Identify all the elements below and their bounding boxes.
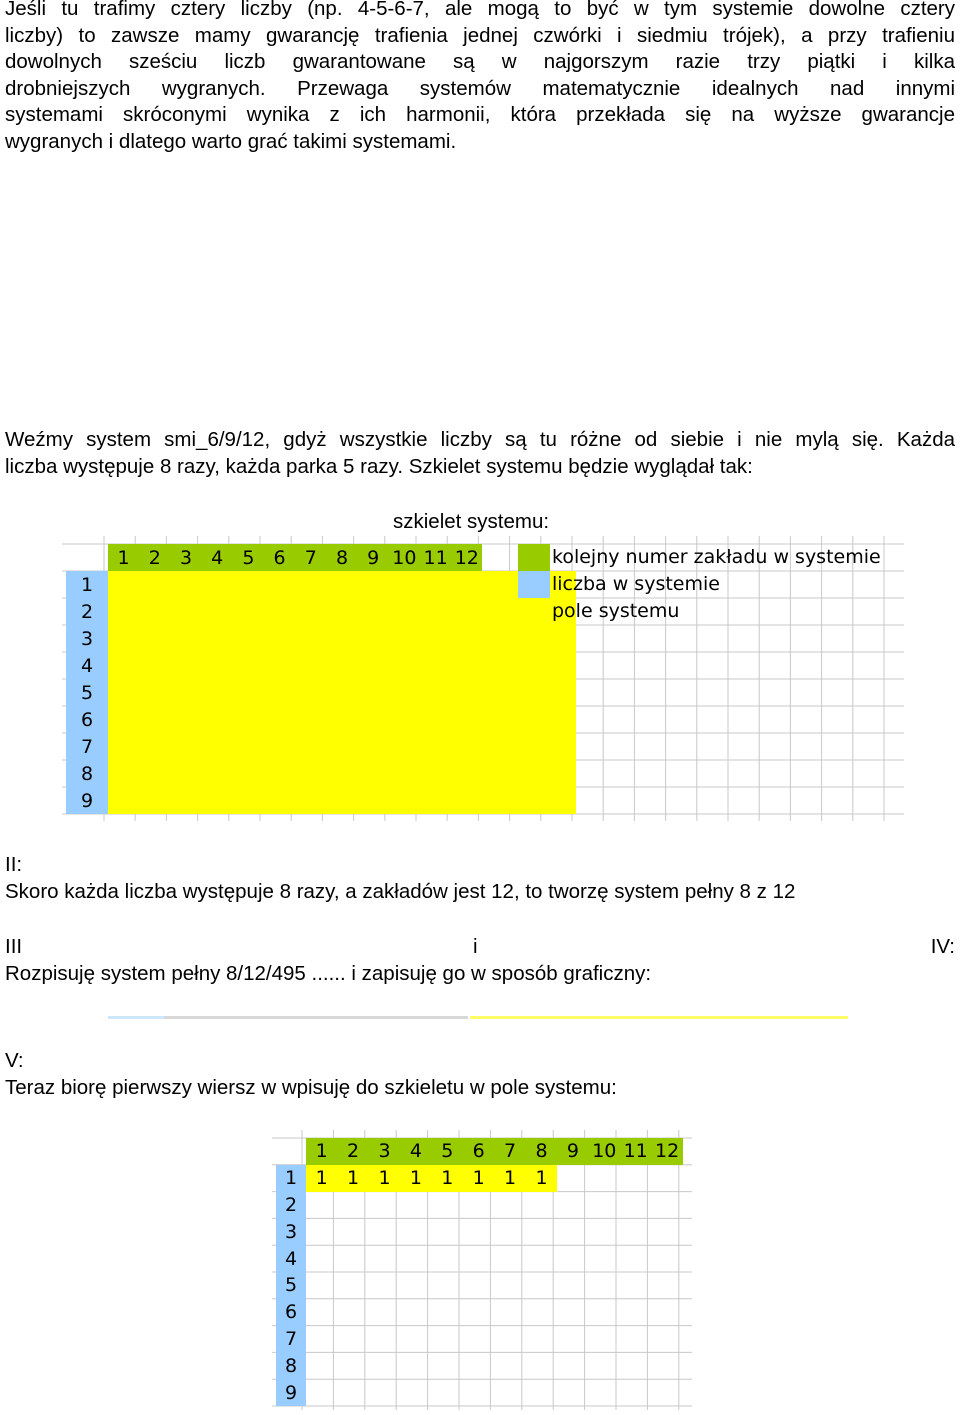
field-value: 1 bbox=[337, 1165, 368, 1192]
step4-label: IV: bbox=[930, 935, 955, 958]
column-header: 5 bbox=[233, 544, 264, 571]
column-header: 2 bbox=[139, 544, 170, 571]
field-value: 1 bbox=[526, 1165, 557, 1192]
column-header: 10 bbox=[389, 544, 420, 571]
column-header: 7 bbox=[295, 544, 326, 571]
legend-swatch-yellow bbox=[518, 598, 550, 625]
field-value: 1 bbox=[494, 1165, 525, 1192]
system-intro-line: Weźmy system smi_6/9/12, gdyż wszystkie liczby są tu różne od siebie i nie mylą się. Każda bbox=[5, 428, 955, 451]
skeleton-caption: szkielet systemu: bbox=[393, 510, 550, 533]
graphic-strip-gray bbox=[164, 1016, 468, 1019]
column-header: 2 bbox=[337, 1138, 368, 1165]
column-header: 8 bbox=[326, 544, 357, 571]
skeleton-grid bbox=[62, 536, 904, 821]
column-header: 1 bbox=[306, 1138, 337, 1165]
legend-label: kolejny numer zakładu w systemie bbox=[552, 546, 881, 568]
step3-label: III bbox=[5, 935, 23, 958]
column-header: 7 bbox=[494, 1138, 525, 1165]
row-header: 1 bbox=[66, 571, 108, 598]
field-value: 1 bbox=[306, 1165, 337, 1192]
column-header: 3 bbox=[170, 544, 201, 571]
row-header: 5 bbox=[66, 679, 108, 706]
field-value: 1 bbox=[400, 1165, 431, 1192]
column-header: 4 bbox=[400, 1138, 431, 1165]
row-header: 9 bbox=[66, 787, 108, 814]
column-header: 12 bbox=[651, 1138, 682, 1165]
row-header: 9 bbox=[276, 1379, 306, 1406]
row-header: 2 bbox=[276, 1192, 306, 1219]
row-header: 8 bbox=[276, 1352, 306, 1379]
column-header: 6 bbox=[264, 544, 295, 571]
row-header: 6 bbox=[276, 1299, 306, 1326]
intro-line: systemami skróconymi wynika z ich harmonii, która przekłada się na wyższe gwarancje bbox=[5, 103, 955, 126]
step34-conjunction: i bbox=[473, 935, 478, 958]
row-header: 2 bbox=[66, 598, 108, 625]
column-header: 4 bbox=[202, 544, 233, 571]
column-header: 6 bbox=[463, 1138, 494, 1165]
column-header: 12 bbox=[451, 544, 482, 571]
intro-line: dowolnych sześciu liczb gwarantowane są w najgorszym razie trzy piątki i kilka bbox=[5, 50, 955, 73]
intro-line: wygranych i dlatego warto grać takimi systemami. bbox=[5, 129, 457, 153]
field-value: 1 bbox=[463, 1165, 494, 1192]
row-header: 3 bbox=[276, 1218, 306, 1245]
column-header: 3 bbox=[369, 1138, 400, 1165]
legend-swatch-green bbox=[518, 544, 550, 571]
graphic-strip-blue bbox=[108, 1016, 164, 1019]
column-header: 8 bbox=[526, 1138, 557, 1165]
row-header: 1 bbox=[276, 1165, 306, 1192]
field-value: 1 bbox=[369, 1165, 400, 1192]
intro-paragraph bbox=[5, 0, 955, 155]
legend-swatch-blue bbox=[518, 571, 550, 598]
legend-label: pole systemu bbox=[552, 600, 680, 622]
column-header: 5 bbox=[432, 1138, 463, 1165]
step2-label: II: bbox=[5, 853, 23, 876]
system-intro-paragraph bbox=[5, 427, 955, 480]
step34-text: Rozpisuję system pełny 8/12/495 ...... i zapisuję go w sposób graficzny: bbox=[5, 962, 652, 985]
row-header: 6 bbox=[66, 706, 108, 733]
column-header: 9 bbox=[358, 544, 389, 571]
step5-label: V: bbox=[5, 1049, 24, 1072]
graphic-strip-yellow bbox=[470, 1016, 848, 1019]
row-header: 3 bbox=[66, 625, 108, 652]
row-header: 4 bbox=[66, 652, 108, 679]
column-header: 1 bbox=[108, 544, 139, 571]
row-header: 8 bbox=[66, 760, 108, 787]
system-intro-line: liczba występuje 8 razy, każda parka 5 razy. Szkielet systemu będzie wyglądał tak: bbox=[5, 454, 753, 478]
step2-text: Skoro każda liczba występuje 8 razy, a zakładów jest 12, to tworzę system pełny 8 z 12 bbox=[5, 880, 796, 903]
intro-line: Jeśli tu trafimy cztery liczby (np. 4-5-6-7, ale mogą to być w tym systemie dowolne cztery bbox=[5, 0, 955, 20]
row-header: 4 bbox=[276, 1245, 306, 1272]
row-header: 5 bbox=[276, 1272, 306, 1299]
column-header: 11 bbox=[420, 544, 451, 571]
intro-line: liczby) to zawsze mamy gwarancję trafienia jednej czwórki i siedmiu trójek), a przy trafieniu bbox=[5, 23, 955, 47]
column-header: 10 bbox=[589, 1138, 620, 1165]
step5-text: Teraz biorę pierwszy wiersz w wpisuję do szkieletu w pole systemu: bbox=[5, 1076, 617, 1099]
column-header: 11 bbox=[620, 1138, 651, 1165]
skeleton-field bbox=[108, 571, 576, 814]
legend-label: liczba w systemie bbox=[552, 573, 720, 595]
intro-line: drobniejszych wygranych. Przewaga systemów matematycznie idealnych nad innymi bbox=[5, 76, 955, 100]
row-header: 7 bbox=[276, 1326, 306, 1353]
row-header: 7 bbox=[66, 733, 108, 760]
filled-grid bbox=[272, 1130, 692, 1410]
field-value: 1 bbox=[432, 1165, 463, 1192]
column-header: 9 bbox=[557, 1138, 588, 1165]
